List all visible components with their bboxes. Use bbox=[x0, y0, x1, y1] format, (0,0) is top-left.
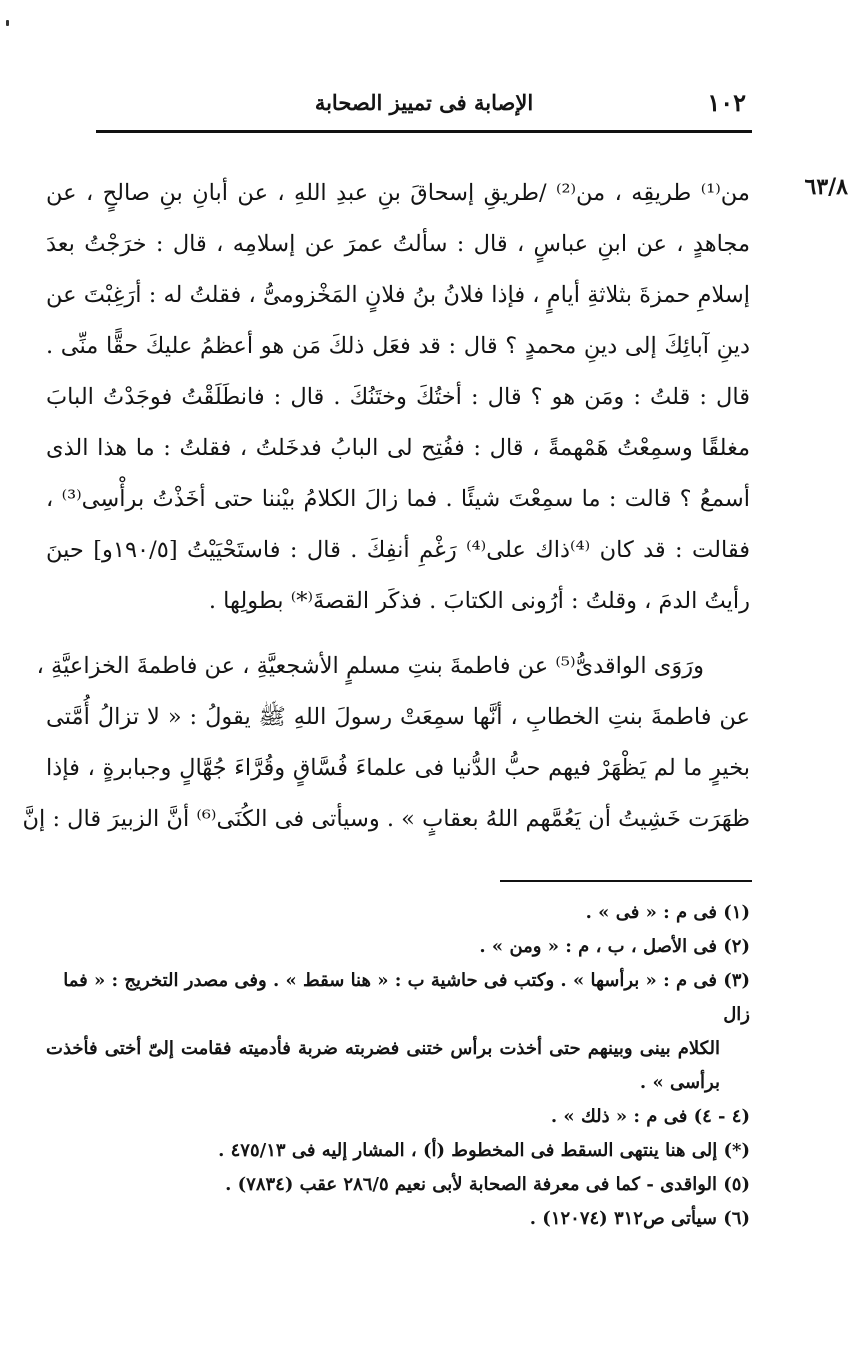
footnote-continuation: برأسى » . bbox=[639, 1072, 720, 1093]
page-header bbox=[96, 84, 752, 124]
text-line: مجاهدٍ ، عن ابنِ عباسٍ ، قال : سألتُ عمرَ عن إسلامِه ، قال : خرَجْتُ بعدَ bbox=[46, 231, 750, 257]
text-line: دينِ آبائِكَ إلى دينِ محمدٍ ؟ قال : قد فعَل ذلكَ مَن هو أعظمُ عليكَ حقًّا منِّى . bbox=[46, 333, 750, 359]
footnote: (٥) الواقدى - كما فى معرفة الصحابة لأبى نعيم ٢٨٦/٥ عقب (٧٨٣٤) . bbox=[225, 1174, 750, 1195]
footnote: (٦) سيأتى ص٣١٢ (١٢٠٧٤) . bbox=[529, 1208, 750, 1229]
margin-reference: ٦٣/٨ bbox=[804, 174, 848, 200]
text-line: مغلقًا وسمِعْتُ هَمْهمةً ، قال : ففُتِح لى البابُ فدخَلتُ ، فقلتُ : ما هذا الذى bbox=[46, 435, 750, 461]
footnote: (١) فى م : « فى » . bbox=[585, 902, 750, 923]
footnotes bbox=[46, 896, 750, 1236]
scan-mark bbox=[6, 20, 9, 26]
paragraph-gap bbox=[46, 627, 750, 641]
footnote-continuation: الكلام بينى وبينهم حتى أخذت برأس ختنى فضربته ضربة فأدميته فقامت إلىّ أختى فأخذت bbox=[46, 1038, 720, 1059]
running-title: الإصابة فى تمييز الصحابة bbox=[314, 90, 534, 115]
text-line: أسمعُ ؟ قالت : ما سمِعْتَ شيئًا . فما زالَ الكلامُ بيْننا حتى أخَذْتُ برأْسِى⁽³⁾ ، bbox=[46, 486, 750, 512]
main-text bbox=[22, 168, 750, 845]
text-line: فقالت : قد كان ⁽⁴⁾ذاك على⁽⁴⁾ رَغْمِ أنفِكَ . قال : فاستَحْيَيْتُ [١٩٠/٥و] حينَ bbox=[46, 537, 750, 563]
footnote: (*) إلى هنا ينتهى السقط فى المخطوط (أ) ، المشار إليه فى ٤٧٥/١٣ . bbox=[218, 1140, 750, 1161]
footnote: (٣) فى م : « برأسها » . وكتب فى حاشية ب : « هنا سقط » . وفى مصدر التخريج : « فما زال bbox=[63, 970, 750, 1025]
footnote: (٤ - ٤) فى م : « ذلك » . bbox=[550, 1106, 750, 1127]
text-line: عن فاطمةَ بنتِ الخطابِ ، أنَّها سمِعَتْ رسولَ اللهِ ﷺ يقولُ : « لا تزالُ أُمَّتى bbox=[46, 704, 750, 730]
header-rule bbox=[96, 130, 752, 133]
text-line: إسلامِ حمزةَ بثلاثةِ أيامٍ ، فإذا فلانُ بنُ فلانٍ المَخْزومىُّ ، فقلتُ له : أرَغِبْتَ عن bbox=[46, 282, 750, 308]
text-line: من⁽¹⁾ طريقِه ، من⁽²⁾ /طريقِ إسحاقَ بنِ عبدِ اللهِ ، عن أبانِ بنِ صالحٍ ، عن bbox=[46, 180, 750, 206]
text-line: ورَوَى الواقدىُّ⁽⁵⁾ عن فاطمةَ بنتِ مسلمٍ الأشجعيَّةِ ، عن فاطمةَ الخزاعيَّةِ ، bbox=[36, 653, 704, 679]
footnote-rule bbox=[500, 880, 752, 882]
text-line: قال : قلتُ : ومَن هو ؟ قال : أختُكَ وختَنُكَ . قال : فانطَلَقْتُ فوجَدْتُ البابَ bbox=[46, 384, 750, 410]
page-number: ١٠٢ bbox=[707, 88, 746, 117]
text-line: بخيرٍ ما لم يَظْهَرْ فيهم حبُّ الدُّنيا فى علماءَ فُسَّاقٍ وقُرَّاءَ جُهَّالٍ وجبابرةٍ ، فإذا bbox=[46, 755, 750, 781]
text-line: رأيتُ الدمَ ، وقلتُ : أرُونى الكتابَ . فذكَر القصةَ⁽*⁾ بطولِها . bbox=[208, 588, 750, 614]
footnote: (٢) فى الأصل ، ب ، م : « ومن » . bbox=[479, 936, 750, 957]
text-line: ظهَرَت خَشِيتُ أن يَعُمَّهم اللهُ بعقابٍ » . وسيأتى فى الكُنَى⁽⁶⁾ أنَّ الزبيرَ قال : إنَّ bbox=[22, 806, 750, 832]
